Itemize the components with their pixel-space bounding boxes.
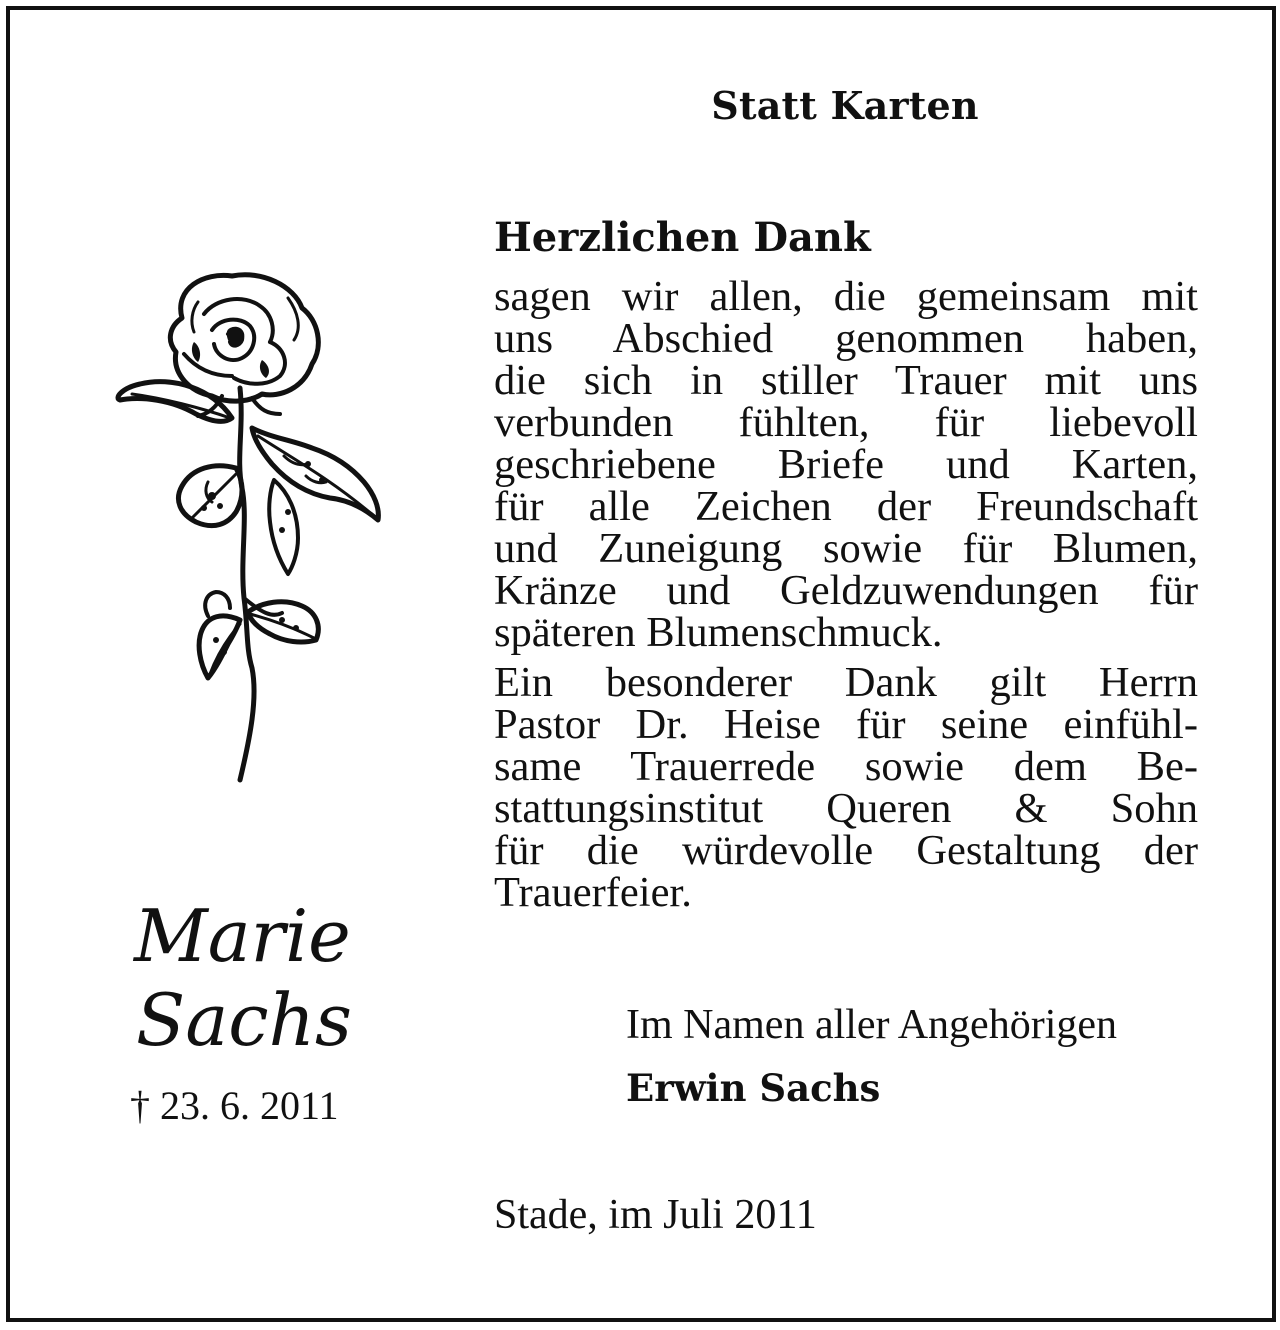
text-line: geschriebene Briefe und Karten, bbox=[494, 441, 1198, 488]
place-date: Stade, im Juli 2011 bbox=[494, 1192, 817, 1238]
signature-name: Erwin Sachs bbox=[626, 1066, 881, 1110]
statt-karten-heading: Statt Karten bbox=[711, 83, 979, 128]
rose-icon bbox=[112, 268, 384, 788]
text-line: späteren Blumenschmuck. bbox=[494, 609, 943, 656]
deceased-last-name: Sachs bbox=[136, 978, 352, 1062]
thanks-body bbox=[494, 273, 1198, 922]
text-line: uns Abschied genommen haben, bbox=[494, 315, 1198, 362]
text-line: Trauerfeier. bbox=[494, 869, 692, 916]
text-line: verbunden fühlten, für liebevoll bbox=[494, 399, 1198, 446]
text-line: Pastor Dr. Heise für seine einfühl- bbox=[494, 701, 1198, 748]
text-line: sagen wir allen, die gemeinsam mit bbox=[494, 273, 1198, 320]
text-line: same Trauerrede sowie dem Be- bbox=[494, 743, 1198, 790]
text-line: für alle Zeichen der Freundschaft bbox=[494, 483, 1198, 530]
text-line: Kränze und Geldzuwendungen für bbox=[494, 567, 1198, 614]
death-date: † 23. 6. 2011 bbox=[130, 1083, 339, 1128]
text-line: für die würdevolle Gestaltung der bbox=[494, 827, 1198, 874]
deceased-first-name: Marie bbox=[134, 894, 351, 978]
text-line: stattungsinstitut Queren & Sohn bbox=[494, 785, 1198, 832]
thanks-title: Herzlichen Dank bbox=[494, 214, 871, 261]
signature-intro: Im Namen aller Angehörigen bbox=[626, 1002, 1117, 1048]
thanks-paragraph-1 bbox=[494, 273, 1198, 656]
thanks-paragraph-2 bbox=[494, 659, 1198, 916]
text-line: die sich in stiller Trauer mit uns bbox=[494, 357, 1198, 404]
text-line: Ein besonderer Dank gilt Herrn bbox=[494, 659, 1198, 706]
text-line: und Zuneigung sowie für Blumen, bbox=[494, 525, 1198, 572]
